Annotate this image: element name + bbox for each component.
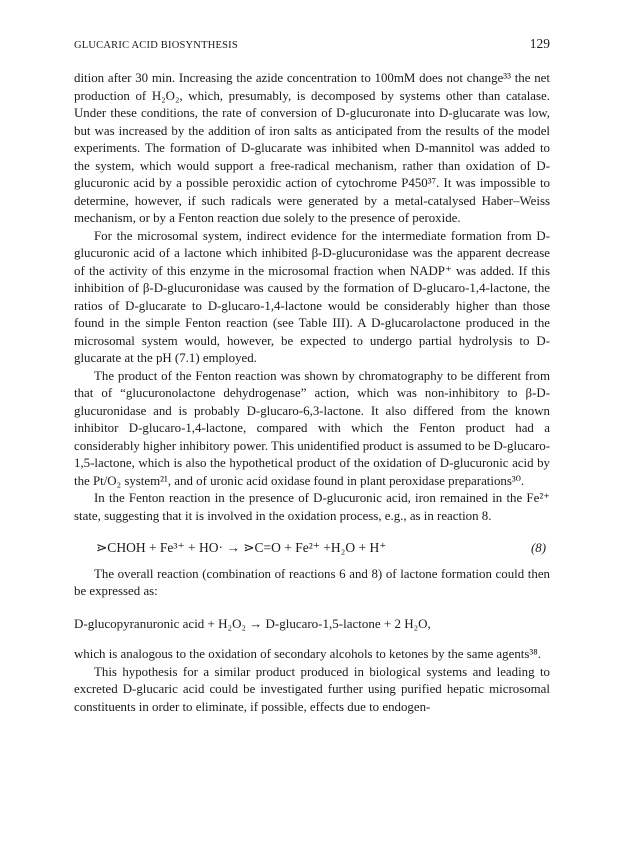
- equation-8: [74, 539, 550, 558]
- paragraph-3: The product of the Fenton reaction was shown by chromatography to be different from that of “glucuronolactone dehydrogenase” action, which was non-inhibitory to β-D-glucuronidase and is probably D-glucaro-6,3-lactone. It also differed from the known inhibitor D-glucaro-1,4-lactone, compared with which the Fenton product had a considerably higher inhibitory power. This unidentified product is assumed to be D-glucaro-1,5-lactone, which is also the hypothetical product of the oxidation of D-glucuronic acid by the Pt/O₂ system²¹, and of uronic acid oxidase found in plant peroxidase preparations³⁰.: [74, 368, 550, 488]
- paragraph-after-eq8: The overall reaction (combination of reactions 6 and 8) of lactone formation could then be expressed as:: [74, 566, 550, 598]
- paragraph-2: For the microsomal system, indirect evidence for the intermediate formation from D-glucuronic acid of a lactone which inhibited β-D-glucuronidase was the apparent decrease of the activity of this enzyme in the microsomal fraction when NADP⁺ was added. If this inhibition of β-D-glucuronidase was caused by the formation of D-glucaro-1,4-lactone, the ratios of D-glucarate to D-glucaro-1,4-lactone would be considerably higher than those found in the simple Fenton reaction (see Table III). A D-glucarolactone produced in the microsomal system would, however, be expected to undergo partial hydrolysis to D-glucarate at the pH (7.1) employed.: [74, 228, 550, 365]
- running-title: GLUCARIC ACID BIOSYNTHESIS: [74, 40, 238, 51]
- overall-equation: D-glucopyranuronic acid + H₂O₂ → D-glucaro-1,5-lactone + 2 H₂O,: [74, 615, 431, 631]
- equation-8-body: ⋗CHOH + Fe³⁺ + HO· → ⋗C=O + Fe²⁺ +H₂O + H⁺: [96, 540, 387, 555]
- paragraph-after-overall: which is analogous to the oxidation of secondary alcohols to ketones by the same agents³⁸.: [74, 647, 541, 661]
- paragraph-1: dition after 30 min. Increasing the azide concentration to 100mM does not change³³ the net production of H₂O₂, which, presumably, is decomposed by systems other than catalase. Under these conditions, the rate of conversion of D-glucuronate into D-glucarate was low, but was increased by the addition of iron salts as anticipated from the results of the model experiments. The formation of D-glucarate was inhibited when D-mannitol was added to the system, which would support a free-radical mechanism, rather than oxidation of D-glucuronic acid by a possible peroxidic action of cytochrome P450³⁷. It was impossible to determine, however, if such radicals were generated by a metal-catalysed Haber–Weiss mechanism, or by a Fenton reaction due solely to the presence of peroxide.: [74, 71, 550, 225]
- body-text: [74, 70, 550, 716]
- paragraph-4: In the Fenton reaction in the presence of D-glucuronic acid, iron remained in the Fe²⁺ state, suggesting that it is involved in the oxidation process, e.g., as in reaction 8.: [74, 491, 550, 523]
- paragraph-last: This hypothesis for a similar product produced in biological systems and leading to excreted D-glucaric acid could be investigated further using purified hepatic microsomal constituents in order to eliminate, if possible, effects due to endogen-: [74, 664, 550, 714]
- page-number: 129: [529, 36, 550, 51]
- equation-8-number: (8): [530, 541, 546, 555]
- running-head: [74, 36, 550, 52]
